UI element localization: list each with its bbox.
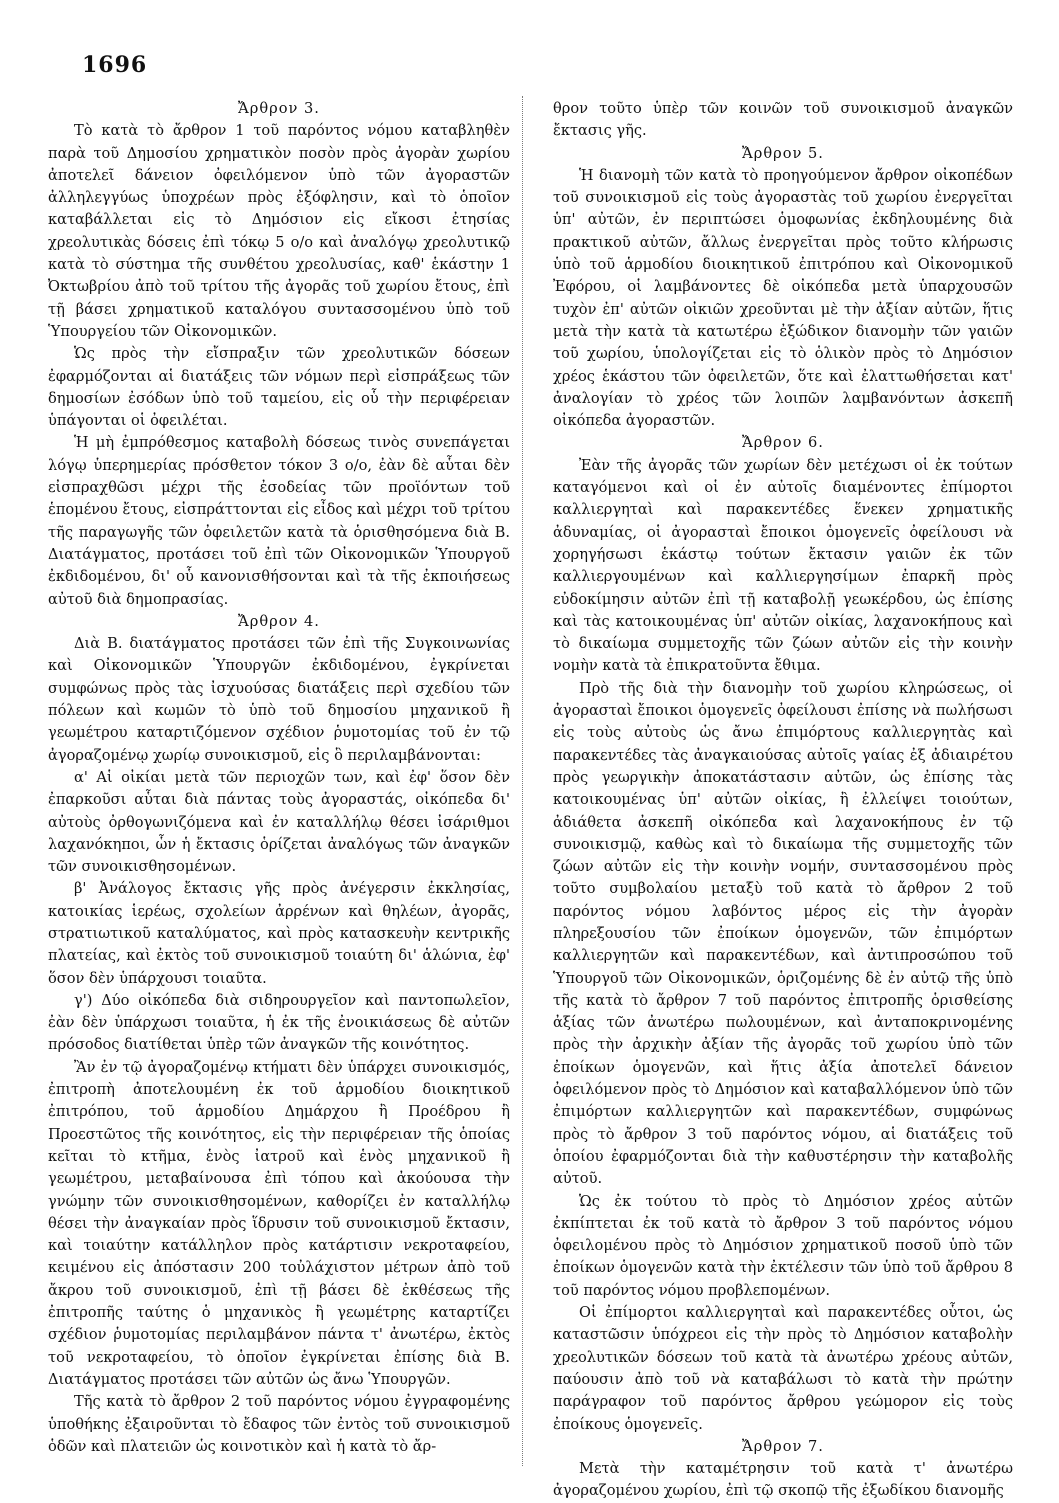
left-paragraph: α' Αἱ οἰκίαι μετὰ τῶν περιοχῶν των, καὶ ἐφ' ὅσον δὲν ἐπαρκοῦσι αὗται διὰ πάντας τοὺς ἀγοραστάς, οἰκόπεδα δι' αὐτοὺς ὀρθογωνιζόμενα καὶ ἐν καταλλήλῳ θέσει ἰσάριθμοι λαχανόκηποι, ὧν ἡ ἔκτασις ὁρίζεται ἀναλόγως τῶν ἀναγκῶν τῶν συνοικισθησομένων. [48,768,510,876]
right-paragraph: Πρὸ τῆς διὰ τὴν διανομὴν τοῦ χωρίου κληρώσεως, οἱ ἀγορασταὶ ἔποικοι ὁμογενεῖς ὀφείλουσι ἐπίσης νὰ πωλήσωσι εἰς τοὺς αὐτοὺς ὡς ἄνω ἐπιμόρτους καλλιεργητὰς καὶ παρακεντέδες τὰς ἀναγκαιούσας αὐτοῖς γαίας ἐξ ἀδιαιρέτου πρὸς γεωργικὴν ἀποκατάστασιν αὐτῶν, ὡς ἐπίσης τὰς κατοικουμένας ὑπ' αὐτῶν οἰκίας, ἢ ἐλλείψει τοιούτων, ἀδιάθετα ἀσκεπῆ οἰκόπεδα καὶ λαχανοκήπους ἐν τῷ συνοικισμῷ, καθὼς καὶ τὸ δικαίωμα τῆς συμμετοχῆς τῶν ζώων αὐτῶν εἰς τὴν κοινὴν νομήν, συντασσομένου πρὸς τοῦτο συμβολαίου μεταξὺ τοῦ κατὰ τὸ ἄρθρον 2 τοῦ παρόντος νόμου λαβόντος μέρος εἰς τὴν ἀγορὰν πληρεξουσίου τῶν ἐποίκων ὁμογενῶν, τῶν ἐπιμόρτων καλλιεργητῶν καὶ παρακεντέδων, καὶ ἀντιπροσώπου τοῦ Ὑπουργοῦ τῶν Οἰκονομικῶν, ὁριζομένης δὲ ἐν αὐτῷ τῆς ὑπὸ τῆς κατὰ τὸ ἄρθρον 7 τοῦ παρόντος ἐπιτροπῆς ὁρισθείσης ἀξίας τῶν ἀνωτέρω πωλουμένων, καὶ ἀνταποκρινομένης πρὸς τὴν ἀρχικὴν ἀξίαν τῆς ἀγορᾶς τοῦ χωρίου ὑπὸ τῶν ἐποίκων ὁμογενῶν, καὶ ἥτις ἀξία ἀποτελεῖ δάνειον ὀφειλόμενον πρὸς τὸ Δημόσιον καὶ καταβαλλόμενον ὑπὸ τῶν ἐπιμόρτων καλλιεργητῶν καὶ παρακεντέδων, συμφώνως πρὸς τὸ ἄρθρον 3 τοῦ παρόντος νόμου, αἱ διατάξεις τοῦ ὁποίου ἐφαρμόζονται διὰ τὴν καθυστέρησιν τὴν καταβολῆς αὐτοῦ. [553,679,1013,1188]
left-column [48,98,510,1458]
right-paragraph: Οἱ ἐπίμορτοι καλλιεργηταὶ καὶ παρακεντέδες οὗτοι, ὡς καταστῶσιν ὑπόχρεοι εἰς τὴν πρὸς τὸ Δημόσιον καταβολὴν χρεολυτικῶν δόσεων τοῦ κατὰ τὰ ἀνωτέρω χρέους αὐτῶν, παύουσιν ἀπὸ τοῦ νὰ καταβάλωσι τὸ κατὰ τὴν πρώτην παράγραφον τοῦ παρόντος ἄρθρου γεώμορον εἰς τοὺς ἐποίκους ὁμογενεῖς. [553,1304,1013,1433]
left-paragraph: Ὡς πρὸς τὴν εἴσπραξιν τῶν χρεολυτικῶν δόσεων ἐφαρμόζονται αἱ διατάξεις τῶν νόμων περὶ εἰσπράξεως τῶν δημοσίων ἐσόδων ὑπὸ τοῦ ταμείου, εἰς οὗ τὴν περιφέρειαν ὑπάγονται οἱ ὀφειλέται. [48,345,510,430]
right-paragraph: Ἡ διανομὴ τῶν κατὰ τὸ προηγούμενον ἄρθρον οἰκοπέδων τοῦ συνοικισμοῦ εἰς τοὺς ἀγοραστὰς τοῦ χωρίου ἐνεργεῖται ὑπ' αὐτῶν, ἐν περιπτώσει ὁμοφωνίας ἐκδηλουμένης διὰ πρακτικοῦ αὐτῶν, ἄλλως ἐνεργεῖται πρὸς τοῦτο κλήρωσις ὑπὸ τοῦ ἁρμοδίου διοικητικοῦ ἐπιτρόπου καὶ Οἰκονομικοῦ Ἐφόρου, οἱ λαμβάνοντες δὲ οἰκόπεδα μετὰ ὑπαρχουσῶν τυχὸν ἐπ' αὐτῶν οἰκιῶν χρεοῦνται μὲ τὴν ἀξίαν αὐτῶν, ἥτις μετὰ τὴν κατὰ τὰ κατωτέρω ἐξώδικον διανομὴν τῶν γαιῶν τοῦ χωρίου, ὑπολογίζεται εἰς τὸ ὁλικὸν πρὸς τὸ Δημόσιον χρέος ἑκάστου τῶν ὀφειλετῶν, ὅτε καὶ ἐλαττωθήσεται κατ' ἀναλογίαν τὸ χρέος τῶν λοιπῶν λαμβανόντων ἀσκεπῆ οἰκόπεδα ἀγοραστῶν. [553,166,1013,430]
left-paragraph: Ἡ μὴ ἐμπρόθεσμος καταβολὴ δόσεως τινὸς συνεπάγεται λόγῳ ὑπερημερίας πρόσθετον τόκον 3 ο/ο, ἐὰν δὲ αὗται δὲν εἰσπραχθῶσι μέχρι τῆς ἐσοδείας τῶν προϊόντων τοῦ ἑπομένου ἔτους, εἰσπράττονται εἰς εἶδος καὶ μέχρι τοῦ τρίτου τῆς παραγωγῆς τῶν ὀφειλετῶν κατὰ τὰ ὁρισθησόμενα διὰ Β. Διατάγματος, προτάσει τοῦ ἐπὶ τῶν Οἰκονομικῶν Ὑπουργοῦ ἐκδιδομένου, δι' οὗ κανονισθήσονται καὶ τὰ τῆς ἐκποιήσεως αὐτοῦ διὰ δημοπρασίας. [48,434,510,608]
page-number: 1696 [82,52,148,78]
right-paragraph: Μετὰ τὴν καταμέτρησιν τοῦ κατὰ τ' ἀνωτέρω ἀγοραζομένου χωρίου, ἐπὶ τῷ σκοπῷ τῆς ἐξωδίκου διανομῆς [553,1460,1013,1500]
right-paragraph: Ἐὰν τῆς ἀγορᾶς τῶν χωρίων δὲν μετέχωσι οἱ ἐκ τούτων καταγόμενοι καὶ οἱ ἐν αὐτοῖς διαμένοντες ἐπίμορτοι καλλιεργηταὶ καὶ παρακεντέδες ἕνεκεν χρηματικῆς ἀδυναμίας, οἱ ἀγορασταὶ ἔποικοι ὁμογενεῖς ὀφείλουσι νὰ χορηγήσωσι ἑκάστῳ τούτων ἔκτασιν γαιῶν ἐκ τῶν καλλιεργουμένων καὶ καλλιεργησίμων ἐπαρκῆ πρὸς εὐδοκίμησιν αὐτῶν ἐπὶ τῇ καταβολῇ γεωκέρδου, ὡς ἐπίσης καὶ τὰς κατοικουμένας ὑπ' αὐτῶν οἰκίας, λαχανοκήπους καὶ τὸ δικαίωμα συμμετοχῆς τῶν ζώων αὐτῶν εἰς τὴν κοινὴν νομὴν κατὰ τὰ ἐπικρατοῦντα ἔθιμα. [553,456,1013,675]
column-divider [522,96,523,1466]
right-column [553,98,1013,1503]
left-article-heading: Ἄρθρον 4. [238,612,320,630]
right-continuation-text: θρον τοῦτο ὑπὲρ τῶν κοινῶν τοῦ συνοικισμοῦ ἀναγκῶν ἔκτασις γῆς. [553,100,1013,140]
left-paragraph: γ') Δύο οἰκόπεδα διὰ σιδηρουργεῖον καὶ παντοπωλεῖον, ἐὰν δὲν ὑπάρχωσι τοιαῦτα, ἡ ἐκ τῆς ἐνοικιάσεως δὲ αὐτῶν πρόσοδος διατίθεται ὑπὲρ τῶν ἀναγκῶν τῆς κοινότητος. [48,991,510,1054]
right-article-heading: Ἄρθρον 6. [742,434,824,452]
left-paragraph: Διὰ Β. διατάγματος προτάσει τῶν ἐπὶ τῆς Συγκοινωνίας καὶ Οἰκονομικῶν Ὑπουργῶν ἐκδιδομένου, ἐγκρίνεται συμφώνως πρὸς τὰς ἰσχυούσας διατάξεις περὶ σχεδίου τῶν πόλεων καὶ κωμῶν τὸ ὑπὸ τοῦ δημοσίου μηχανικοῦ ἢ γεωμέτρου καταρτιζόμενον σχέδιον ῥυμοτομίας τοῦ ἐν τῷ ἀγοραζομένῳ χωρίῳ συνοικισμοῦ, εἰς ὃ περιλαμβάνονται: [48,635,510,764]
right-paragraph: Ὡς ἐκ τούτου τὸ πρὸς τὸ Δημόσιον χρέος αὐτῶν ἐκπίπτεται ἐκ τοῦ κατὰ τὸ ἄρθρον 3 τοῦ παρόντος νόμου ὀφειλομένου πρὸς τὸ Δημόσιον χρηματικοῦ ποσοῦ ὑπὸ τῶν ἐποίκων ὁμογενῶν κατὰ τὴν ἐκτέλεσιν τῶν ὑπὸ τοῦ ἄρθρου 8 τοῦ παρόντος νόμου προβλεπομένων. [553,1192,1013,1299]
right-article-heading: Ἄρθρον 7. [742,1437,824,1455]
left-paragraph: Τῆς κατὰ τὸ ἄρθρον 2 τοῦ παρόντος νόμου ἐγγραφομένης ὑποθήκης ἐξαιροῦνται τὸ ἔδαφος τῶν ἐντὸς τοῦ συνοικισμοῦ ὁδῶν καὶ πλατειῶν ὡς κοινοτικὸν καὶ ἡ κατὰ τὸ ἄρ- [48,1393,510,1455]
left-paragraph: Τὸ κατὰ τὸ ἄρθρον 1 τοῦ παρόντος νόμου καταβληθὲν παρὰ τοῦ Δημοσίου χρηματικὸν ποσὸν πρὸς ἀγορὰν χωρίου ἀποτελεῖ δάνειον ὀφειλόμενον ὑπὸ τῶν ἀγοραστῶν ἀλληλεγγύως ὑποχρέων πρὸς ἐξόφλησιν, καὶ τὸ ὁποῖον καταβάλλεται εἰς τὸ Δημόσιον εἰς εἴκοσι ἐτησίας χρεολυτικὰς δόσεις ἐπὶ τόκῳ 5 ο/ο καὶ ἀναλόγῳ χρεολυτικῷ κατὰ τὸ σύστημα τῆς συνθέτου χρεολυσίας, καθ' ἑκάστην 1 Ὀκτωβρίου ἀπὸ τοῦ τρίτου τῆς ἀγορᾶς τοῦ χωρίου ἔτους, ἐπὶ τῇ βάσει χρηματικοῦ καταλόγου συντασσομένου ὑπὸ τοῦ Ὑπουργείου τῶν Οἰκονομικῶν. [48,122,510,340]
left-paragraph: Ἂν ἐν τῷ ἀγοραζομένῳ κτήματι δὲν ὑπάρχει συνοικισμός, ἐπιτροπὴ ἀποτελουμένη ἐκ τοῦ ἁρμοδίου διοικητικοῦ ἐπιτρόπου, τοῦ ἁρμοδίου Δημάρχου ἢ Προέδρου ἢ Προεστῶτος τῆς κοινότητος, εἰς τὴν περιφέρειαν τῆς ὁποίας κεῖται τὸ κτῆμα, ἑνὸς ἰατροῦ καὶ ἑνὸς μηχανικοῦ ἢ γεωμέτρου, μεταβαίνουσα ἐπὶ τόπου καὶ ἀκούουσα τὴν γνώμην τῶν συνοικισθησομένων, καθορίζει ἐν καταλλήλῳ θέσει τὴν ἀναγκαίαν πρὸς ἵδρυσιν τοῦ συνοικισμοῦ ἔκτασιν, καὶ τοιαύτην κατάλληλον πρὸς κατάρτισιν νεκροταφείου, κειμένου εἰς ἀπόστασιν 200 τοὐλάχιστον μέτρων ἀπὸ τοῦ ἄκρου τοῦ συνοικισμοῦ, ἐπὶ τῇ βάσει δὲ ἐκθέσεως τῆς ἐπιτροπῆς ταύτης ὁ μηχανικὸς ἢ γεωμέτρης καταρτίζει σχέδιον ῥυμοτομίας περιλαμβάνον πάντα τ' ἀνωτέρω, ἐκτὸς τοῦ νεκροταφείου, τὸ ὁποῖον ἐγκρίνεται ἐπίσης διὰ Β. Διατάγματος προτάσει τῶν αὐτῶν ὡς ἄνω Ὑπουργῶν. [48,1058,510,1388]
left-article-heading: Ἄρθρον 3. [238,100,320,117]
left-paragraph: β' Ἀνάλογος ἔκτασις γῆς πρὸς ἀνέγερσιν ἐκκλησίας, κατοικίας ἱερέως, σχολείων ἀρρένων καὶ θηλέων, ἀγορᾶς, στρατιωτικοῦ καταλύματος, καὶ πρὸς κατασκευὴν κεντρικῆς πλατείας, καὶ ἐκτὸς τοῦ συνοικισμοῦ τοιαύτη δι' ἁλώνια, ἐφ' ὅσον δὲν ὑπάρχουσι τοιαῦτα. [48,880,510,987]
right-article-heading: Ἄρθρον 5. [742,144,824,162]
